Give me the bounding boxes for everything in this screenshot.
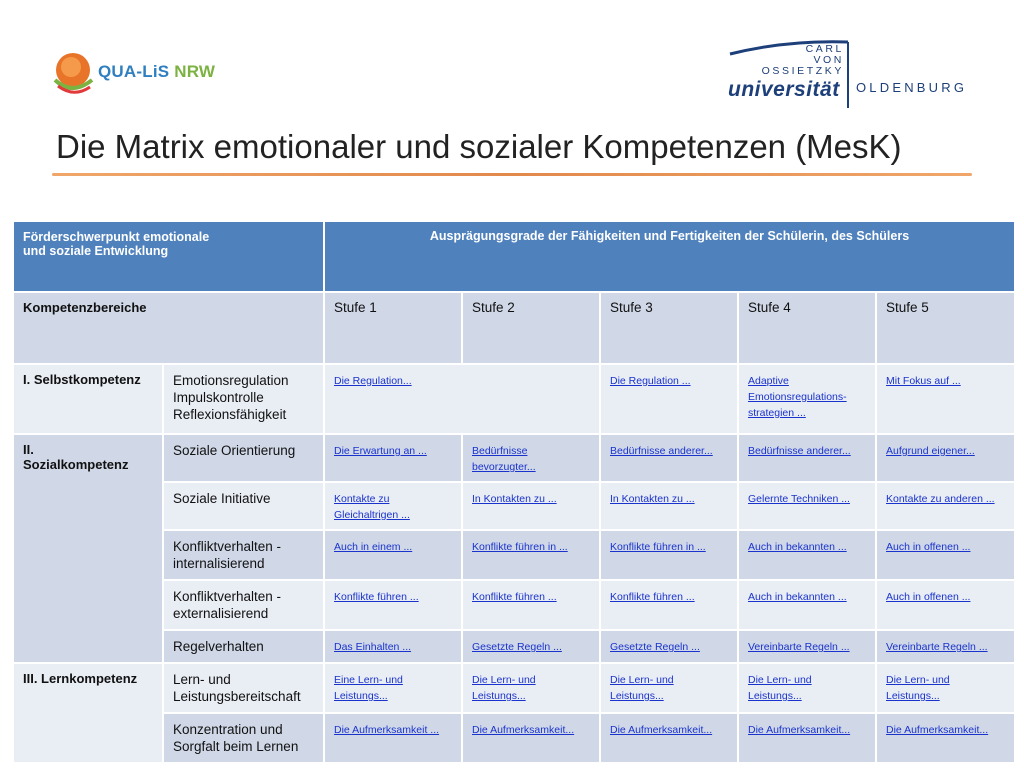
competence-cell: Soziale Orientierung <box>164 435 323 481</box>
header-stufe-1: Stufe 1 <box>325 293 461 363</box>
level-cell <box>601 714 737 762</box>
table-row <box>14 365 1014 433</box>
level-cell <box>739 581 875 629</box>
title-underline <box>52 173 972 176</box>
level-cell <box>877 664 1014 712</box>
level-cell <box>601 581 737 629</box>
level-link[interactable]: Auch in offenen ... <box>886 591 971 603</box>
competence-cell: Konfliktverhalten - internalisierend <box>164 531 323 579</box>
competence-cell: Regelverhalten <box>164 631 323 662</box>
header-stufe-4: Stufe 4 <box>739 293 875 363</box>
qualis-wordmark <box>98 62 215 82</box>
level-link[interactable]: Kontakte zu Gleichaltrigen ... <box>334 493 410 521</box>
level-cell <box>601 531 737 579</box>
level-link[interactable]: Die Lern- und Leistungs... <box>472 674 536 702</box>
area-lernkompetenz: III. Lernkompetenz <box>14 664 162 762</box>
level-cell <box>463 714 599 762</box>
table-row <box>14 581 1014 629</box>
level-link[interactable]: In Kontakten zu ... <box>472 493 557 505</box>
header-stufe-5: Stufe 5 <box>877 293 1014 363</box>
table-row <box>14 714 1014 762</box>
table-row <box>14 631 1014 662</box>
level-cell <box>463 664 599 712</box>
level-link[interactable]: Konflikte führen in ... <box>610 541 706 553</box>
level-link[interactable]: Vereinbarte Regeln ... <box>886 641 988 653</box>
level-cell <box>877 631 1014 662</box>
qualis-emblem-icon <box>52 50 98 96</box>
level-cell <box>325 365 599 433</box>
header-kompetenzbereiche: Kompetenzbereiche <box>14 293 323 363</box>
level-link[interactable]: Vereinbarte Regeln ... <box>748 641 850 653</box>
level-link[interactable]: Die Aufmerksamkeit ... <box>334 724 440 736</box>
level-link[interactable]: In Kontakten zu ... <box>610 493 695 505</box>
level-link[interactable]: Mit Fokus auf ... <box>886 375 961 387</box>
level-cell <box>325 435 461 481</box>
level-link[interactable]: Auch in offenen ... <box>886 541 971 553</box>
level-cell <box>877 531 1014 579</box>
header-stufe-2: Stufe 2 <box>463 293 599 363</box>
level-link[interactable]: Aufgrund eigener... <box>886 445 975 457</box>
level-cell <box>325 483 461 529</box>
level-cell <box>739 531 875 579</box>
university-carl-von-ossietzky: CARL VON OSSIETZKY <box>761 43 844 77</box>
level-link[interactable]: Die Aufmerksamkeit... <box>886 724 989 736</box>
level-cell <box>877 581 1014 629</box>
level-link[interactable]: Gelernte Techniken ... <box>748 493 850 505</box>
level-link[interactable]: Bedürfnisse anderer... <box>610 445 713 457</box>
level-cell <box>463 531 599 579</box>
area-selbstkompetenz: I. Selbstkompetenz <box>14 365 162 433</box>
level-cell <box>325 714 461 762</box>
level-cell <box>739 631 875 662</box>
university-city: OLDENBURG <box>856 80 968 95</box>
level-link[interactable]: Die Aufmerksamkeit... <box>610 724 713 736</box>
level-cell <box>877 714 1014 762</box>
level-cell <box>325 631 461 662</box>
level-cell <box>739 664 875 712</box>
page-title: Die Matrix emotionaler und sozialer Kompetenzen (MesK) <box>56 128 902 165</box>
level-link[interactable]: Die Aufmerksamkeit... <box>472 724 575 736</box>
university-logo <box>726 38 976 114</box>
level-link[interactable]: Die Lern- und Leistungs... <box>748 674 812 702</box>
level-link[interactable]: Auch in bekannten ... <box>748 591 847 603</box>
level-cell <box>739 483 875 529</box>
qualis-name: QUA-LiS <box>98 62 170 81</box>
level-cell <box>739 714 875 762</box>
level-link[interactable]: Konflikte führen ... <box>610 591 695 603</box>
area-sozialkompetenz: II. Sozialkompetenz <box>14 435 162 662</box>
level-cell <box>325 581 461 629</box>
level-link[interactable]: Die Regulation ... <box>610 375 691 387</box>
table-row <box>14 664 1014 712</box>
header-auspraegungsgrade: Ausprägungsgrade der Fähigkeiten und Fertigkeiten der Schülerin, des Schülers <box>325 222 1014 291</box>
level-link[interactable]: Konflikte führen ... <box>334 591 419 603</box>
qualis-logo <box>52 50 222 98</box>
table-row <box>14 531 1014 579</box>
level-link[interactable]: Die Lern- und Leistungs... <box>886 674 950 702</box>
level-link[interactable]: Das Einhalten ... <box>334 641 412 653</box>
competence-cell: Emotionsregulation Impulskontrolle Reflexionsfähigkeit <box>164 365 323 433</box>
competence-cell: Konzentration und Sorgfalt beim Lernen <box>164 714 323 762</box>
level-link[interactable]: Bedürfnisse anderer... <box>748 445 851 457</box>
level-cell <box>601 631 737 662</box>
level-cell <box>601 435 737 481</box>
level-link[interactable]: Gesetzte Regeln ... <box>472 641 562 653</box>
header-foerderschwerpunkt: Förderschwerpunkt emotionale und soziale Entwicklung <box>14 222 323 291</box>
competence-cell: Soziale Initiative <box>164 483 323 529</box>
level-cell <box>463 435 599 481</box>
level-cell <box>877 435 1014 481</box>
level-link[interactable]: Kontakte zu anderen ... <box>886 493 995 505</box>
level-link[interactable]: Gesetzte Regeln ... <box>610 641 700 653</box>
level-link[interactable]: Auch in einem ... <box>334 541 413 553</box>
level-link[interactable]: Konflikte führen in ... <box>472 541 568 553</box>
level-cell <box>463 631 599 662</box>
level-link[interactable]: Die Lern- und Leistungs... <box>610 674 674 702</box>
table-row <box>14 483 1014 529</box>
level-cell <box>463 581 599 629</box>
level-link[interactable]: Die Erwartung an ... <box>334 445 427 457</box>
competence-cell: Lern- und Leistungsbereitschaft <box>164 664 323 712</box>
level-cell <box>601 365 737 433</box>
level-link[interactable]: Eine Lern- und Leistungs... <box>334 674 403 702</box>
level-cell <box>601 483 737 529</box>
level-cell <box>739 365 875 433</box>
level-cell <box>601 664 737 712</box>
university-wordmark: universität <box>728 78 840 101</box>
level-cell <box>877 483 1014 529</box>
level-cell <box>325 531 461 579</box>
level-link[interactable]: Die Aufmerksamkeit... <box>748 724 851 736</box>
level-cell <box>739 435 875 481</box>
level-link[interactable]: Die Regulation... <box>334 375 412 387</box>
header-stufe-3: Stufe 3 <box>601 293 737 363</box>
table-row <box>14 435 1014 481</box>
level-link[interactable]: Auch in bekannten ... <box>748 541 847 553</box>
level-link[interactable]: Adaptive Emotionsregulations- strategien ... <box>748 375 847 419</box>
level-cell <box>877 365 1014 433</box>
mesk-matrix-table <box>12 220 1016 764</box>
level-cell <box>325 664 461 712</box>
header-row <box>14 222 1014 291</box>
level-cell <box>463 483 599 529</box>
level-link[interactable]: Bedürfnisse bevorzugter... <box>472 445 536 473</box>
stufen-row <box>14 293 1014 363</box>
qualis-nrw: NRW <box>174 62 216 81</box>
level-link[interactable]: Konflikte führen ... <box>472 591 557 603</box>
competence-cell: Konfliktverhalten - externalisierend <box>164 581 323 629</box>
